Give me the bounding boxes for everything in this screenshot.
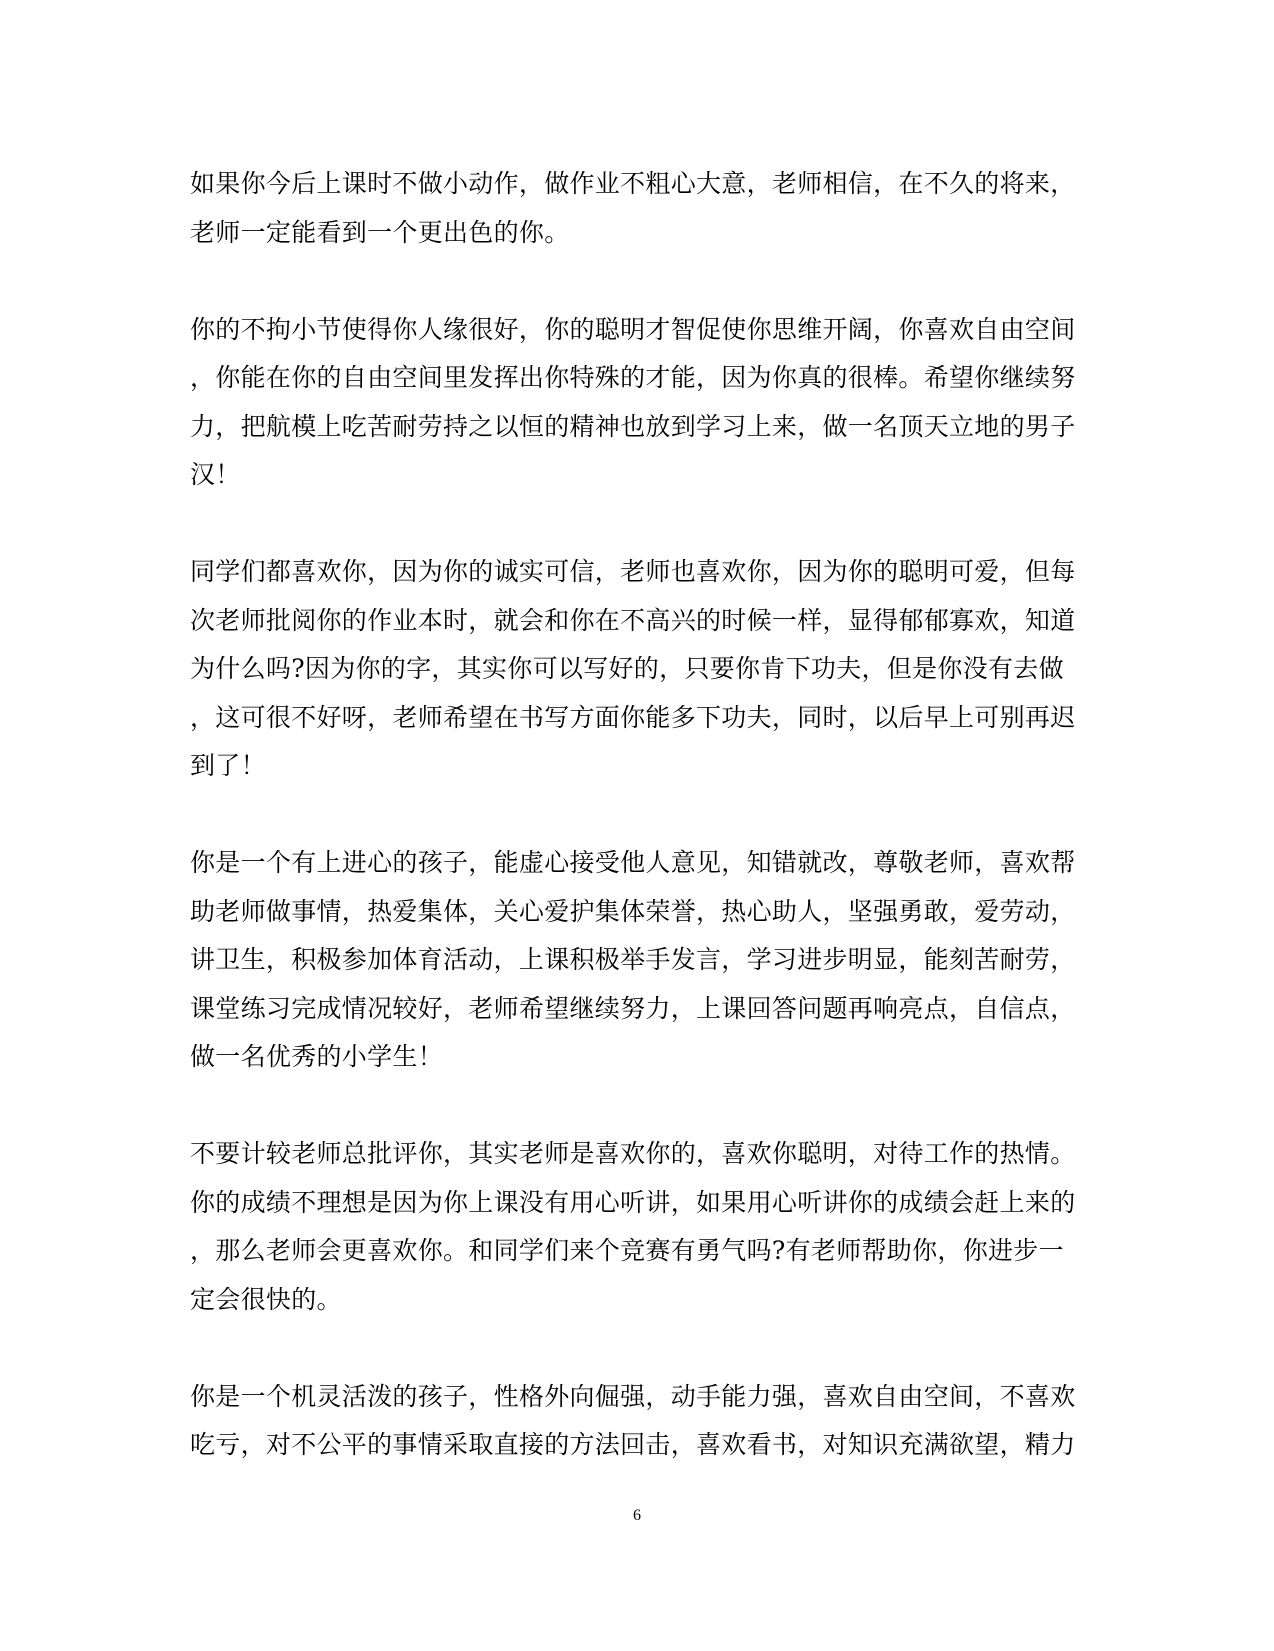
paragraph-gap xyxy=(190,791,1090,840)
text-line: 你的不拘小节使得你人缘很好，你的聪明才智促使你思维开阔，你喜欢自由空间 xyxy=(190,314,1076,344)
text-line: 吃亏，对不公平的事情采取直接的方法回击，喜欢看书，对知识充满欲望，精力 xyxy=(190,1430,1076,1459)
page-number: 6 xyxy=(633,1507,641,1524)
paragraph-gap xyxy=(190,257,1090,306)
text-line: 次老师批阅你的作业本时，就会和你在不高兴的时候一样，显得郁郁寡欢，知道 xyxy=(190,605,1076,635)
paragraph-gap xyxy=(190,500,1090,549)
text-line: ，那么老师会更喜欢你。和同学们来个竞赛有勇气吗?有老师帮助你，你进步一 xyxy=(190,1236,1064,1265)
paragraph xyxy=(190,1130,1090,1324)
text-line: 你是一个有上进心的孩子，能虚心接受他人意见，知错就改，尊敬老师，喜欢帮 xyxy=(190,848,1076,877)
text-line: 你的成绩不理想是因为你上课没有用心听讲，如果用心听讲你的成绩会赶上来的 xyxy=(190,1187,1076,1217)
paragraph-gap xyxy=(190,1324,1090,1373)
text-line: ，你能在你的自由空间里发挥出你特殊的才能，因为你真的很棒。希望你继续努 xyxy=(190,363,1076,392)
text-line: 做一名优秀的小学生！ xyxy=(190,1042,444,1071)
paragraph xyxy=(190,306,1090,500)
text-line: 课堂练习完成情况较好，老师希望继续努力，上课回答问题再响亮点，自信点， xyxy=(190,993,1076,1023)
text-line: 定会很快的。 xyxy=(190,1284,342,1314)
text-line: 不要计较老师总批评你，其实老师是喜欢你的，喜欢你聪明，对待工作的热情。 xyxy=(190,1139,1076,1168)
text-line: 如果你今后上课时不做小动作，做作业不粗心大意，老师相信，在不久的将来， xyxy=(190,169,1076,198)
text-line: 到了！ xyxy=(190,751,266,780)
text-line: 汉！ xyxy=(190,460,241,489)
text-line: 同学们都喜欢你，因为你的诚实可信，老师也喜欢你，因为你的聪明可爱，但每 xyxy=(190,557,1076,586)
paragraph xyxy=(190,548,1090,791)
text-line: 力，把航模上吃苦耐劳持之以恒的精神也放到学习上来，做一名顶天立地的男子 xyxy=(190,411,1076,441)
text-line: 老师一定能看到一个更出色的你。 xyxy=(190,217,570,247)
paragraph xyxy=(190,160,1090,257)
paragraph xyxy=(190,1373,1090,1470)
text-line: 你是一个机灵活泼的孩子，性格外向倔强，动手能力强，喜欢自由空间，不喜欢 xyxy=(190,1381,1076,1411)
paragraph xyxy=(190,839,1090,1082)
text-line: 讲卫生，积极参加体育活动，上课积极举手发言，学习进步明显，能刻苦耐劳， xyxy=(190,945,1076,974)
text-line: 助老师做事情，热爱集体，关心爱护集体荣誉，热心助人，坚强勇敢，爱劳动， xyxy=(190,896,1076,926)
paragraph-gap xyxy=(190,1082,1090,1131)
text-line: ，这可很不好呀，老师希望在书写方面你能多下功夫，同时，以后早上可别再迟 xyxy=(190,702,1076,732)
document-body xyxy=(190,160,1090,1470)
text-line: 为什么吗?因为你的字，其实你可以写好的，只要你肯下功夫，但是你没有去做 xyxy=(190,654,1064,683)
